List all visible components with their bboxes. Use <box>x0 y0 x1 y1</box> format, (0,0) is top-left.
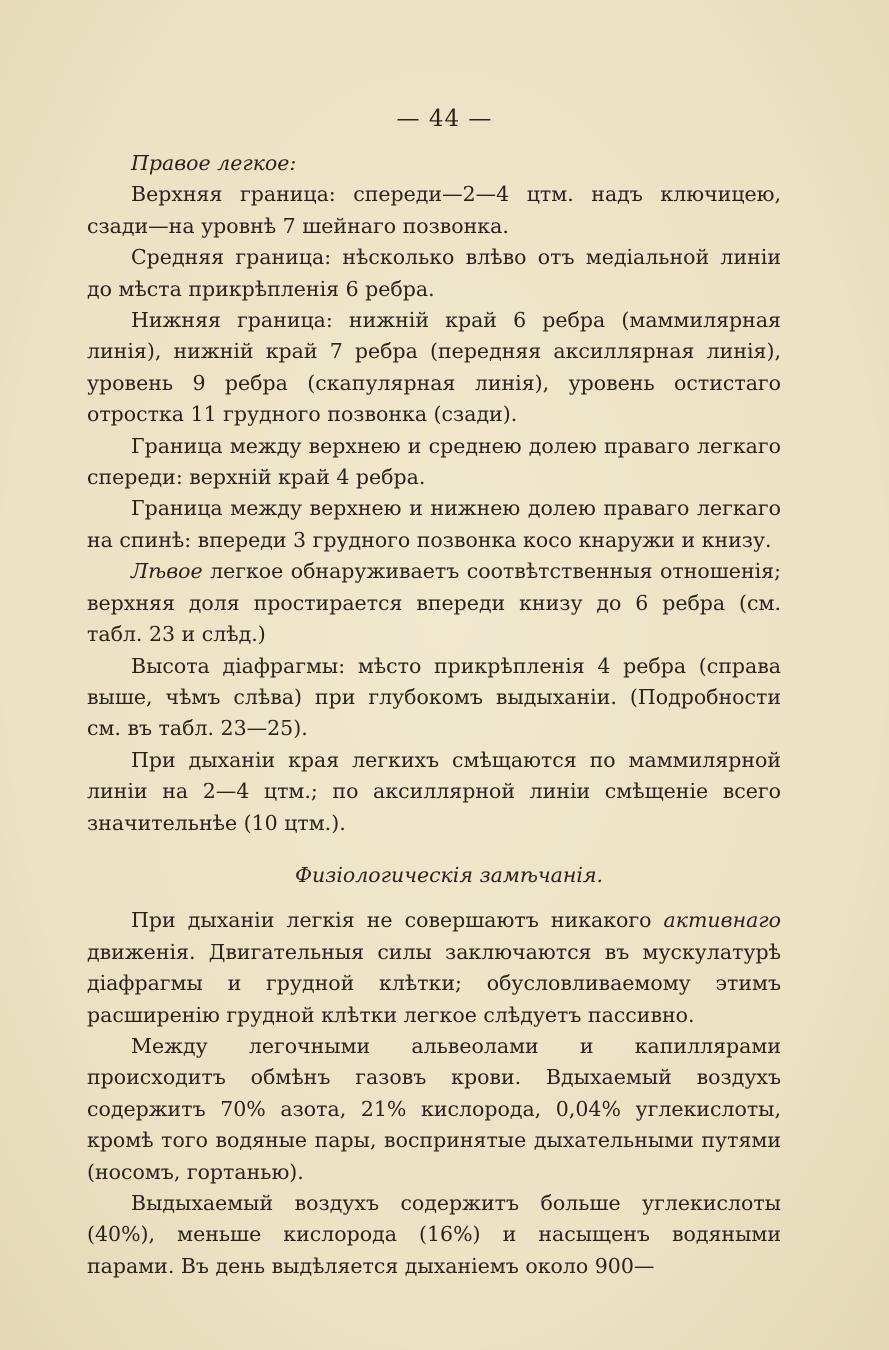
paragraph-left-lung: Лѣвое легкое обнаруживаетъ соотвѣтственныя отношенія; верхняя доля простирается впереди книзу до 6 ребра (см. табл. 23 и слѣд.) <box>87 559 781 647</box>
paragraph: Граница между верхнею и нижнею долею праваго легкаго на спинѣ: впереди 3 грудного позвонка косо кнаружи и книзу. <box>87 496 781 552</box>
paragraph: При дыханіи края легкихъ смѣщаются по маммилярной линіи на 2—4 цтм.; по аксиллярной линіи смѣщеніе всего значительнѣе (10 цтм.). <box>87 747 781 835</box>
italic-word: активнаго <box>663 908 781 933</box>
paragraph: Верхняя граница: спереди—2—4 цтм. надъ ключицею, сзади—на уровнѣ 7 шейнаго позвонка. <box>87 182 781 238</box>
section-title: Физіологическія замѣчанія. <box>294 862 604 887</box>
paragraph: Нижняя граница: нижній край 6 ребра (маммилярная линія), нижній край 7 ребра (передняя аксиллярная линія), уровень 9 ребра (скапулярная линія), уровень остистаго отростка 11 грудного позвонка (сзади). <box>87 308 781 427</box>
heading-right-lung: Правое легкое: <box>131 151 297 175</box>
paragraph: Высота діафрагмы: мѣсто прикрѣпленія 4 ребра (справа выше, чѣмъ слѣва) при глубокомъ выдыханіи. (Подробности см. въ табл. 23—25). <box>87 653 781 741</box>
page-number: — 44 — <box>396 106 493 132</box>
left-lung-word: Лѣвое <box>131 559 203 584</box>
paragraph: Средняя граница: нѣсколько влѣво отъ медіальной линіи до мѣста прикрѣпленія 6 ребра. <box>87 245 781 301</box>
page-body <box>87 148 781 1282</box>
paragraph-breathing: При дыханіи легкія не совершаютъ никакого активнаго движенія. Двигательныя силы заключаются въ мускулатурѣ діафрагмы и грудной клѣтки; обусловливаемому этимъ расширенію грудной клѣтки легкое слѣдуетъ пассивно. <box>87 908 781 1027</box>
paragraph: Выдыхаемый воздухъ содержитъ больше углекислоты (40%), меньше кислорода (16%) и насыщенъ водяными парами. Въ день выдѣляется дыханіемъ около 900— <box>87 1191 781 1278</box>
paragraph: Граница между верхнею и среднею долею праваго легкаго спереди: верхній край 4 ребра. <box>87 433 781 490</box>
paragraph: Между легочными альвеолами и капиллярами происходитъ обмѣнъ газовъ крови. Вдыхаемый воздухъ содержитъ 70% азота, 21% кислорода, 0,04% углекислоты, кромѣ того водяные пары, воспринятые дыхательными путями (носомъ, гортанью). <box>87 1033 781 1184</box>
